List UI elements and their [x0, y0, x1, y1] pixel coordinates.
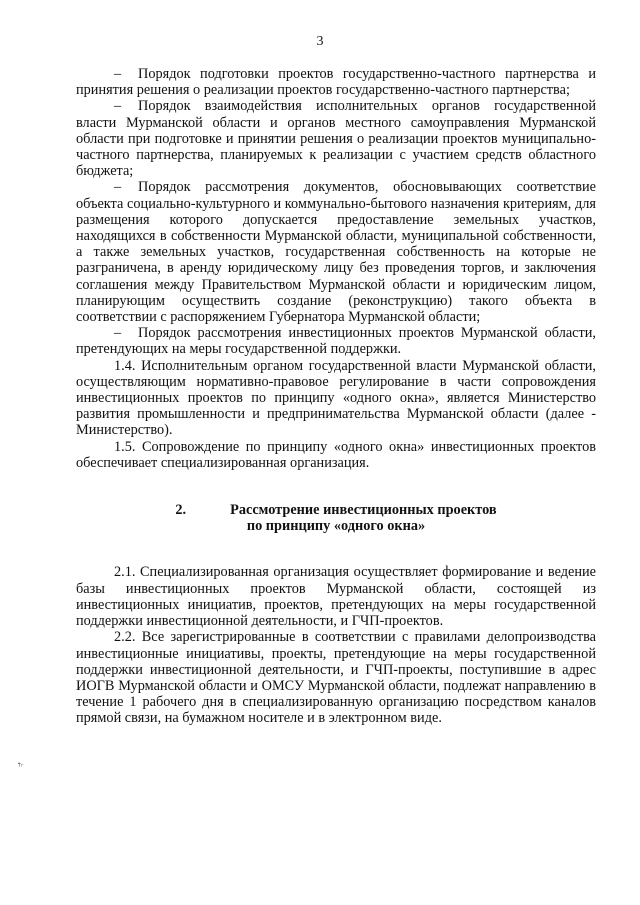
paragraph-1-5: 1.5. Сопровождение по принципу «одного окна» инвестиционных проектов обеспечивает специализированная организация. [76, 438, 596, 471]
list-item [76, 179, 596, 325]
section-heading [76, 502, 596, 534]
paragraph-2-2: 2.2. Все зарегистрированные в соответствии с правилами делопроизводства инвестиционные инициативы, проекты, претендующие на меры государственной поддержки инвестиционной деятельности, и ГЧП-проекты, поступившие в адрес ИОГВ Мурманской области и ОМСУ Мурманской области, подлежат направлению в течение 1 рабочего дня в специализированную организацию посредством каналов прямой связи, на бумажном носителе и в электронном виде. [76, 629, 596, 727]
paragraph-1-4: 1.4. Исполнительным органом государственной власти Мурманской области, осуществляющим нормативно-правовое регулирование в части сопровождения инвестиционных проектов по принципу «одного окна», является Министерство развития промышленности и предпринимательства Мурманской области (далее - Министерство). [76, 357, 596, 439]
paragraph-2-1: 2.1. Специализированная организация осуществляет формирование и ведение базы инвестиционных проектов Мурманской области, состоящей из инвестиционных инициатив, проектов, претендующих на меры государственной поддержки инвестиционной деятельности, и ГЧП-проектов. [76, 564, 596, 630]
list-item-text: Порядок рассмотрения инвестиционных проектов Мурманской области, претендующих на меры государственной поддержки. [76, 325, 596, 358]
document-body [76, 66, 596, 727]
page-number: 3 [316, 34, 324, 49]
list-item [76, 66, 596, 98]
section-title-line-1: Рассмотрение инвестиционных проектов [230, 502, 497, 519]
list-item-text: Порядок взаимодействия исполнительных органов государственной власти Мурманской области и органов местного самоуправления Мурманской области при подготовке и принятии решения о реализации проектов муниципально-частного партнерства, планируемых к реализации с участием средств областного бюджета; [76, 98, 596, 180]
list-item-text: Порядок рассмотрения документов, обосновывающих соответствие объекта социально-культурного и коммунально-бытового назначения критериям, для размещения которого допускается предоставление земельных участков, находящихся в собственности Мурманской области, муниципальной собственности, а также земельных участков, государственная собственность на которые не разграничена, в аренду юридическому лицу без проведения торгов, и заключения соглашения между Правительством Мурманской области и юридическим лицом, планирующим осуществить создание (реконструкцию) такого объекта в соответствии с распоряжением Губернатора Мурманской области; [76, 179, 596, 326]
dash-marker: – [114, 179, 122, 196]
section-title-line-2: по принципу «одного окна» [246, 518, 426, 535]
dash-marker: – [114, 98, 122, 115]
section-number: 2. [175, 502, 187, 519]
dash-marker: – [114, 325, 122, 342]
list-item [76, 325, 596, 357]
list-item [76, 98, 596, 179]
dash-marker: – [114, 66, 122, 82]
margin-mark: ᵀ̂ʳ [18, 762, 24, 771]
list-item-text: Порядок подготовки проектов государственно-частного партнерства и принятия решения о реализации проектов государственно-частного партнерства; [76, 66, 596, 99]
